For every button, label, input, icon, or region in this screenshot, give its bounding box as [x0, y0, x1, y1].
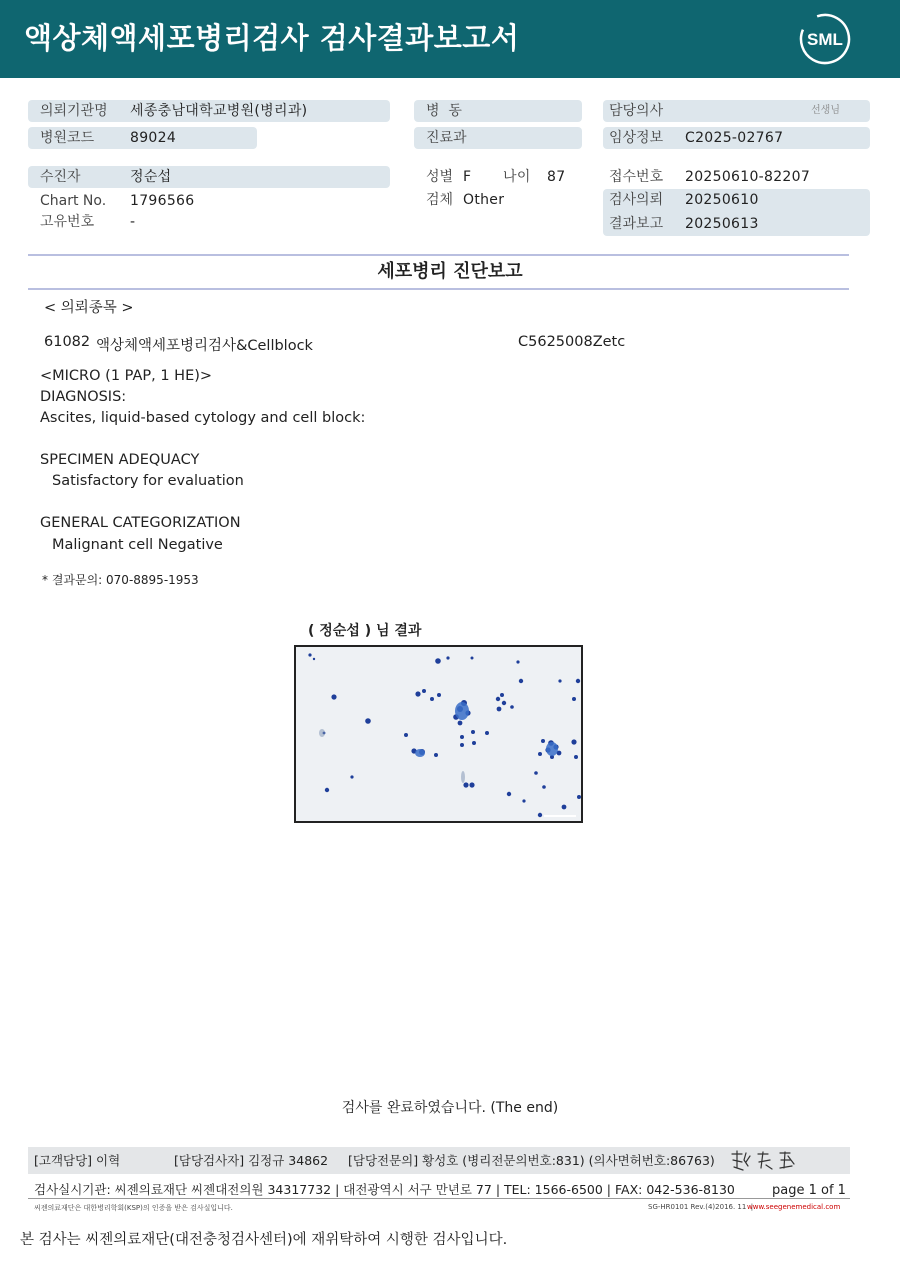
- divider-bottom: [28, 288, 849, 290]
- hospital-code-value: 89024: [130, 130, 177, 146]
- specimen-value: Other: [463, 192, 505, 208]
- request-date-value: 20250610: [685, 192, 759, 208]
- hospital-code-field: [28, 127, 257, 149]
- diagnosis-text: Ascites, liquid-based cytology and cell block:: [40, 410, 366, 426]
- clinical-info-label: 임상정보: [609, 130, 664, 146]
- item-ref: C5625008Zetc: [518, 334, 626, 350]
- tech-staff: [담당검사자] 김정규 34862: [174, 1153, 329, 1168]
- svg-text:SML: SML: [807, 30, 843, 49]
- sml-logo-icon: [798, 12, 852, 66]
- signature-icon: [728, 1148, 823, 1174]
- institution-label: 의뢰기관명: [40, 103, 108, 119]
- receipt-no-label: 접수번호: [609, 169, 664, 185]
- form-code: SG-HR0101 Rev.(4)2016. 11 |: [648, 1203, 754, 1211]
- dates-block: [603, 189, 870, 236]
- diagnosis-label: DIAGNOSIS:: [40, 389, 127, 405]
- department-label: 진료과: [426, 130, 467, 146]
- receipt-no-field: [603, 166, 870, 188]
- cytology-cells-icon: [296, 647, 581, 821]
- doctor-suffix: 선생님: [811, 105, 840, 116]
- cytology-image: [294, 645, 583, 823]
- ksp-note: 씨젠의료재단은 대한병리학회(KSP)의 인증을 받은 검사실입니다.: [34, 1204, 233, 1212]
- sex-label: 성별: [426, 169, 454, 185]
- specimen-field: [414, 189, 582, 211]
- receipt-no-value: 20250610-82207: [685, 169, 811, 185]
- report-title-heading: 액상체액세포병리검사 검사결과보고서: [24, 21, 520, 55]
- chart-no-value: 1796566: [130, 193, 195, 209]
- specimen-label: 검체: [426, 192, 454, 208]
- footer-staff-bar: [28, 1147, 850, 1174]
- micro-line: <MICRO (1 PAP, 1 HE)>: [40, 368, 213, 384]
- contact-note: * 결과문의: 070-8895-1953: [42, 573, 199, 587]
- age-value: 87: [547, 169, 566, 185]
- institution-field: [28, 100, 390, 122]
- end-text: 검사를 완료하였습니다. (The end): [341, 1100, 559, 1116]
- department-field: [414, 127, 582, 149]
- report-header: [0, 0, 900, 78]
- item-name: 액상체액세포병리검사&Cellblock: [96, 338, 313, 354]
- ward-label: 병 동: [426, 103, 462, 119]
- report-date-label: 결과보고: [609, 216, 664, 232]
- institution-value: 세종충남대학교병원(병리과): [130, 103, 308, 119]
- examinee-field: [28, 166, 390, 188]
- bottom-note: 본 검사는 씨젠의료재단(대전충청검사센터)에 재위탁하여 시행한 검사입니다.: [20, 1232, 508, 1248]
- clinical-info-value: C2025-02767: [685, 130, 784, 146]
- adequacy-label: SPECIMEN ADEQUACY: [40, 452, 200, 468]
- request-items-heading: < 의뢰종목 >: [44, 300, 134, 316]
- doctor-field: [603, 100, 870, 122]
- adequacy-text: Satisfactory for evaluation: [52, 473, 244, 489]
- chart-no-field: [28, 190, 390, 212]
- specialist: [담당전문의] 황성호 (병리전문의번호:831) (의사면허번호:86763): [348, 1153, 715, 1168]
- unique-no-value: -: [130, 214, 136, 230]
- customer-rep: [고객담당] 이혁: [34, 1153, 121, 1168]
- page-number: page 1 of 1: [772, 1183, 846, 1198]
- report-section-title: 세포병리 진단보고: [377, 261, 523, 282]
- clinical-info-field: [603, 127, 870, 149]
- report-date-value: 20250613: [685, 216, 759, 232]
- divider-top: [28, 254, 849, 256]
- ward-field: [414, 100, 582, 122]
- company-url[interactable]: www.seegenemedical.com: [747, 1203, 841, 1211]
- specimen-image-caption: ( 정순섭 ) 님 결과: [308, 623, 422, 639]
- hospital-code-label: 병원코드: [40, 130, 95, 146]
- unique-no-label: 고유번호: [40, 214, 95, 230]
- examinee-value: 정순섭: [130, 169, 172, 185]
- age-label: 나이: [503, 169, 531, 185]
- categorization-text: Malignant cell Negative: [52, 537, 223, 553]
- sex-value: F: [463, 169, 472, 185]
- footer-rule: [28, 1198, 850, 1199]
- examinee-label: 수진자: [40, 169, 81, 185]
- item-code: 61082: [44, 334, 91, 350]
- request-date-label: 검사의뢰: [609, 192, 664, 208]
- unique-no-field: [28, 211, 390, 233]
- chart-no-label: Chart No.: [40, 193, 107, 209]
- facility-info: 검사실시기관: 씨젠의료재단 씨젠대전의원 34317732 | 대전광역시 서구 만년로 77 | TEL: 1566-6500 | FAX: 042-536-8130: [34, 1182, 735, 1197]
- categorization-label: GENERAL CATEGORIZATION: [40, 515, 241, 531]
- doctor-label: 담당의사: [609, 103, 664, 119]
- sex-age-field: [414, 166, 582, 188]
